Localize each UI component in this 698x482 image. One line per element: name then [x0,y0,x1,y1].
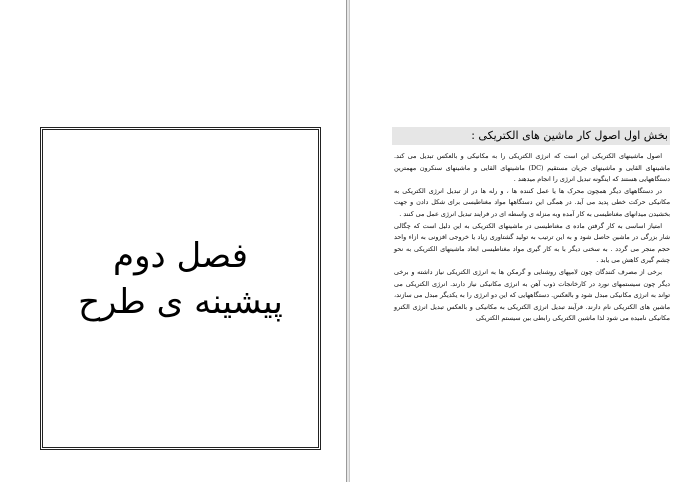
chapter-number: فصل دوم [113,235,248,276]
chapter-title: پیشینه ی طرح [78,281,283,322]
section-heading: بخش اول اصول کار ماشین های الکتریکی : [392,127,670,145]
paragraph: برخی از مصرف کنندگان چون لامپهای روشنایی و گرمکن ها به انرژی الکتریکی نیاز داشته و برخی دیگر چون سیستمهای نورد در کارخانجات ذوب آهن به انرژی مکانیکی نیاز دارند. انرژی الکتریکی می تواند به انرژی مکانیکی مبدل شود و بالعکس. دستگاههایی که این دو انرژی را به یکدیگر مبدل می سازند، ماشین های الکتریکی نام دارند. فرآیند تبدیل انرژی الکتریکی به مکانیکی و بالعکس تبدیل انرژی الکترو مکانیکی نامیده می شود لذا ماشین الکتریکی رابطی بین سیستم الکتریکی [394,267,670,323]
paragraph: اصول ماشینهای الکتریکی این است که انرژی الکتریکی را به مکانیکی و بالعکس تبدیل می کند. ماشینهای القایی و ماشینهای جریان مستقیم (DC) ماشینهای القایی و ماشینهای سنکرون مهمترین دستگاههایی هستند که اینگونه تبدیل انرژی را انجام میدهند . [394,152,670,184]
paragraph: امتیاز اساسی به کار گرفتن ماده ی مغناطیسی در ماشینهای الکتریکی به این دلیل است که چگالی شار بزرگی در ماشین حاصل شود و به این ترتیب به تولید گشتاوری زیاد یا خروجی افزونی به ازاء واحد حجم منجر می گردد . به سخنی دیگر با به کار گیری مواد مغناطیسی ابعاد ماشینهای الکتریکی به نحو چشم گیری کاهش می یابد . [394,221,670,265]
chapter-title-box [40,127,321,450]
body-text [394,151,670,325]
paragraph: در دستگاههای دیگر همچون محرک ها یا عمل کننده ها ، و رله ها در از تبدیل انرژی الکتریکی به مکانیکی حرکت خطی پدید می آید. در همگی این دستگاهها مواد مغناطیسی برای شکل دادن و جهت بخشیدن میدانهای مغناطیسی به کار آمده وبه منزله ی واسطه ای در فرایند تبدیل انرژی عمل می کنند . [394,186,670,218]
left-page [0,0,346,482]
